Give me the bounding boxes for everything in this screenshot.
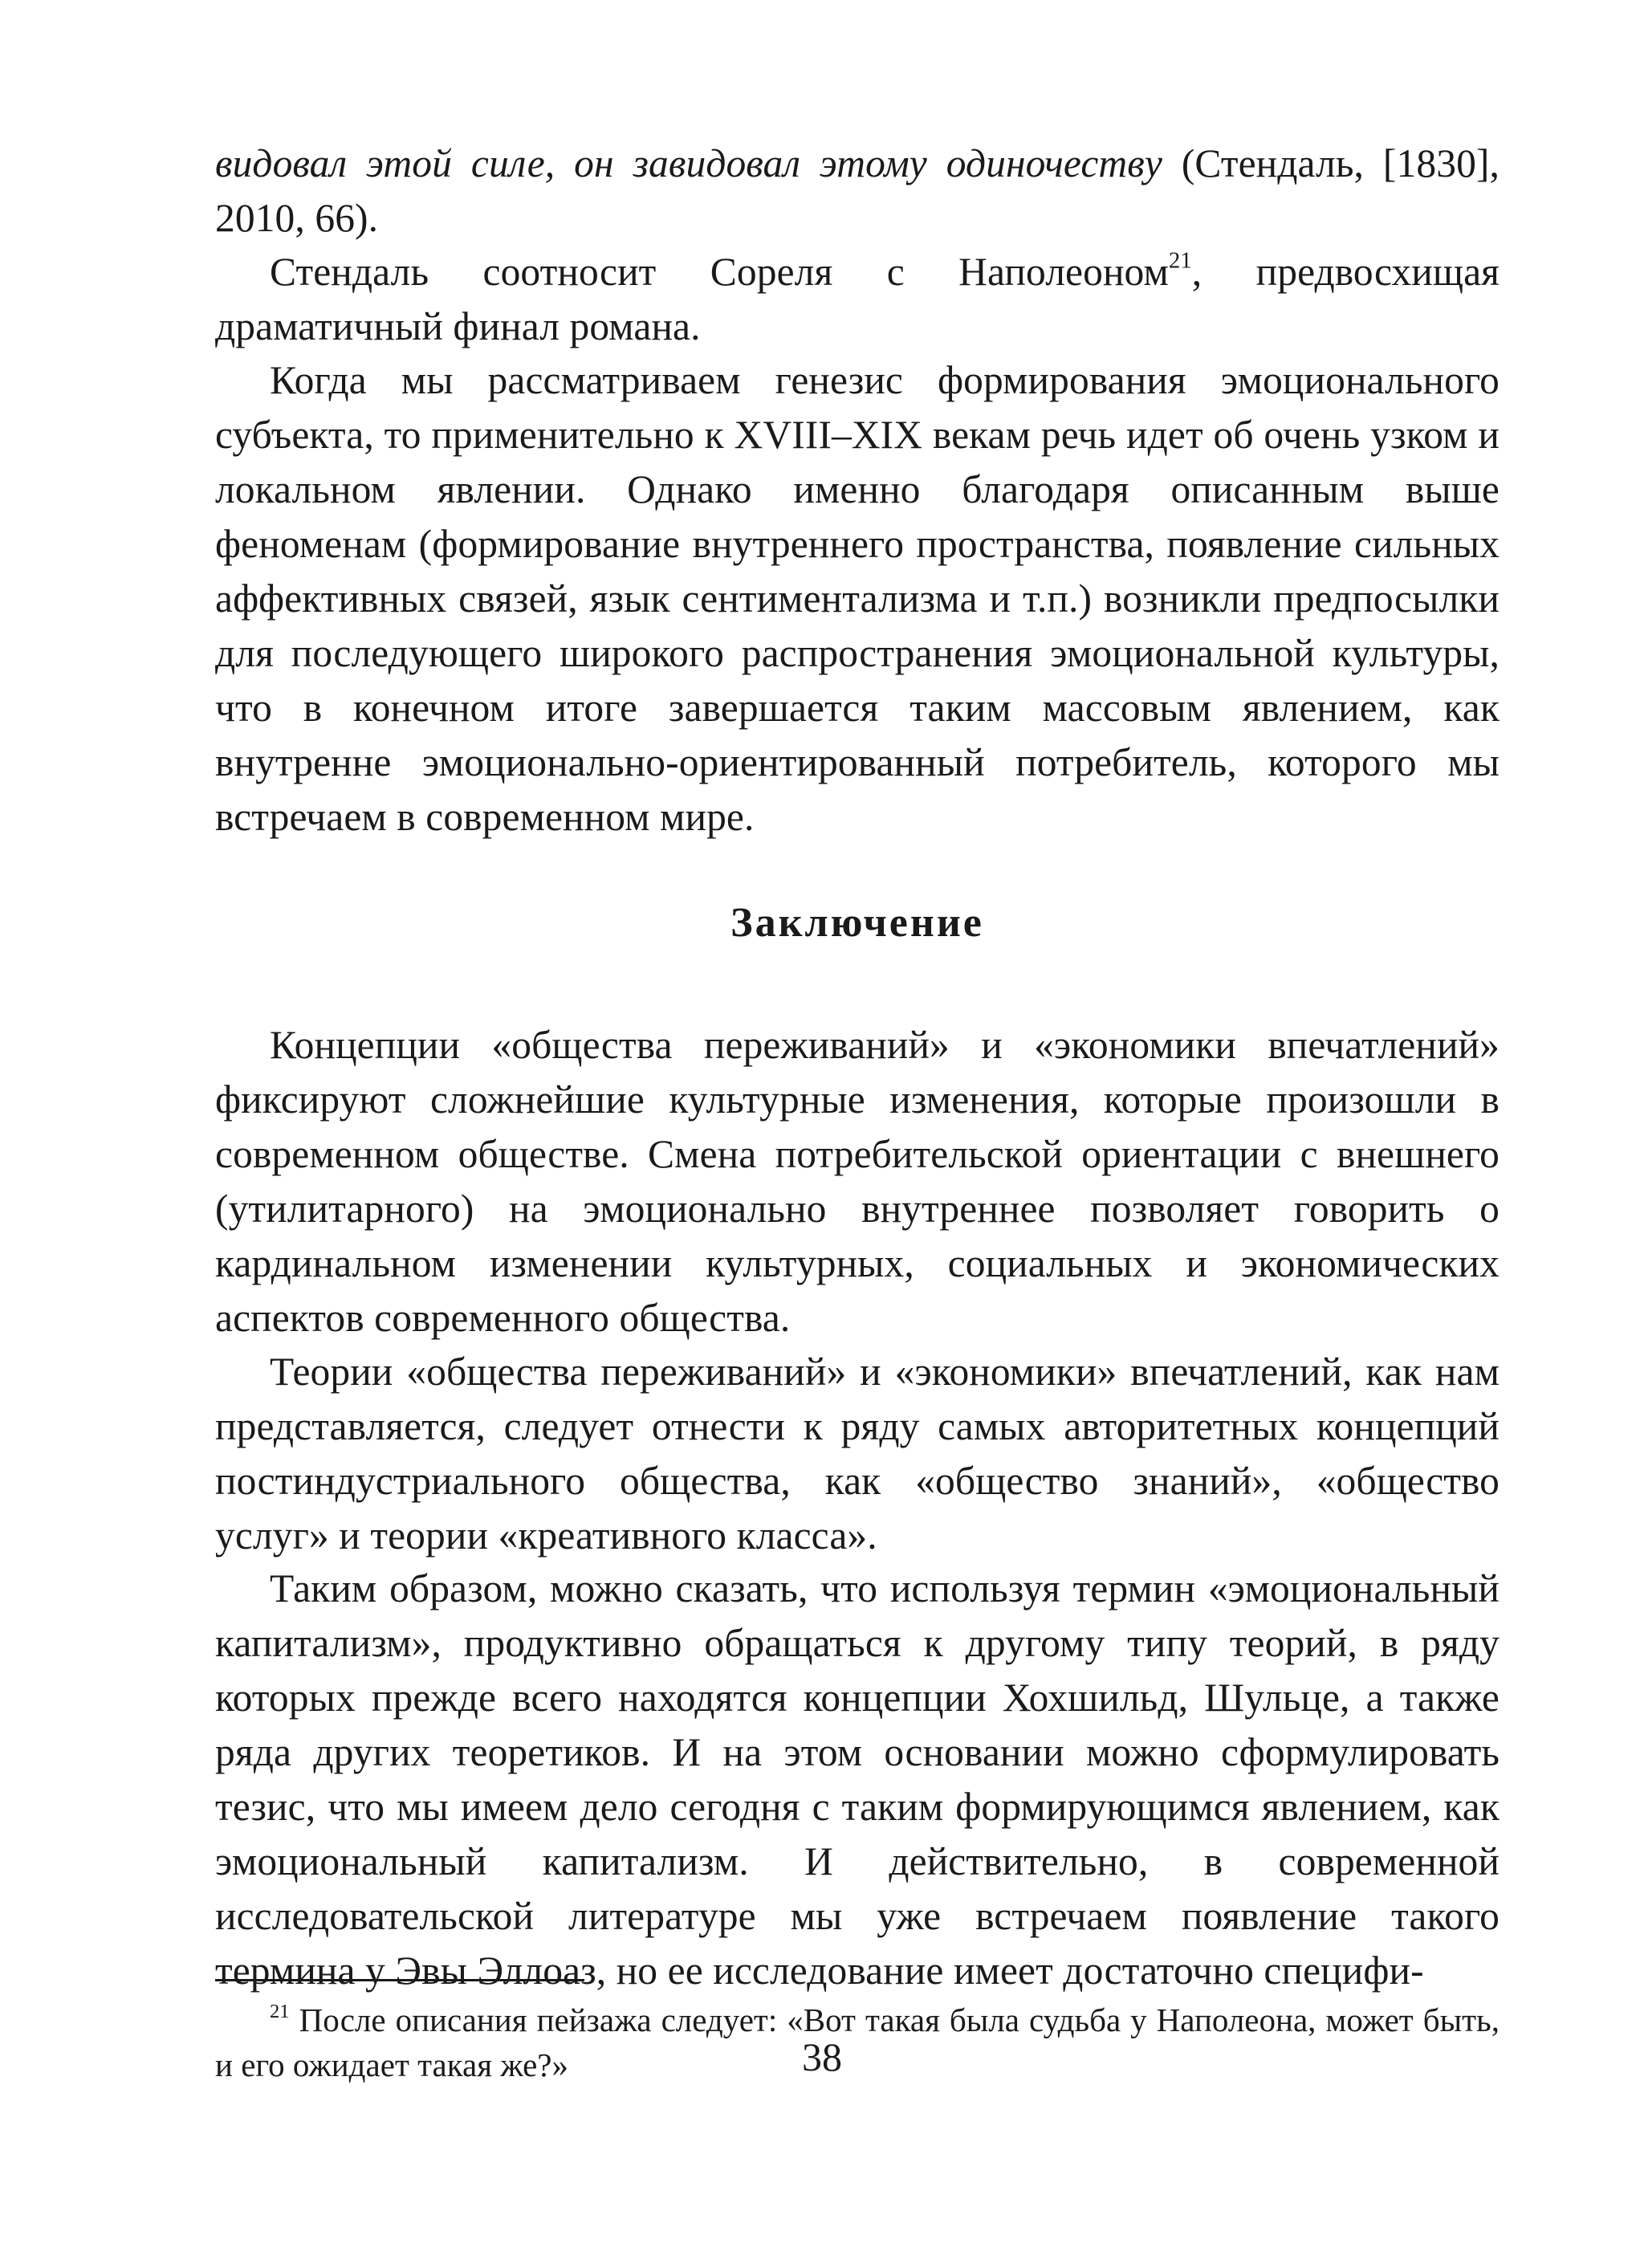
footnote-separator: [215, 1979, 584, 1981]
stendhal-text-after: , предвосхищая драматичный финал романа.: [215, 250, 1500, 348]
stendhal-text-before: Стендаль соотносит Сореля с Наполеоном: [270, 250, 1169, 294]
stendhal-paragraph: [215, 245, 1500, 354]
conclusion-paragraph: Таким образом, можно сказать, что используя термин «эмоциональный капитализм», продуктивно обращаться к другому типу теорий, в ряду которых прежде всего находятся концепции Хохшильд, Шульце, а также ряда других теоретиков. И на этом основании можно сформулировать тезис, что мы имеем дело сегодня с таким формирующимся явлением, как эмоциональный капитализм. И действительно, в современной исследовательской литературе мы уже встречаем появление такого термина у Эвы Эллоаз, но ее исследование имеет достаточно специфи-: [215, 1566, 1500, 1993]
concepts-paragraph: Концепции «общества переживаний» и «экономики впечатлений» фиксируют сложнейшие культурные изменения, которые произошли в современном обществе. Смена потребительской ориентации с внешнего (утилитарного) на эмоционально внутреннее позволяет говорить о кардинальном изменении культурных, социальных и экономических аспектов современного общества.: [215, 1023, 1500, 1340]
quote-citation-text: (Стендаль, [1830], 2010, 66).: [215, 141, 1500, 240]
footnote-number: 21: [270, 2000, 290, 2022]
genesis-paragraph: Когда мы рассматриваем генезис формирования эмоционального субъекта, то применительно к XVIII–XIX векам речь идет об очень узком и локальном явлении. Однако именно благодаря описанным выше феноменам (формирование внутреннего пространства, появление сильных аффективных связей, язык сентиментализма и т.п.) возникли предпосылки для последующего широкого распространения эмоциональной культуры, что в конечном итоге завершается таким массовым явлением, как внутренне эмоционально-ориентированный потребитель, которого мы встречаем в современном мире.: [215, 358, 1500, 839]
section-heading: Заключение: [730, 900, 984, 946]
theories-paragraph: Теории «общества переживаний» и «экономики» впечатлений, как нам представляется, следует отнести к ряду самых авторитетных концепций постиндустриального общества, как «общество знаний», «общество услуг» и теории «креативного класса».: [215, 1350, 1500, 1557]
quote-tail-paragraph: [215, 136, 1500, 246]
quote-italic-text: видовал этой силе, он завидовал этому одиночеству: [215, 141, 1162, 185]
footnote-text: После описания пейзажа следует: «Вот такая была судьба у Наполеона, может быть, и его ожидает такая же?»: [215, 2001, 1500, 2083]
page-number: 38: [802, 2034, 842, 2079]
footnote-reference: 21: [1168, 247, 1192, 274]
